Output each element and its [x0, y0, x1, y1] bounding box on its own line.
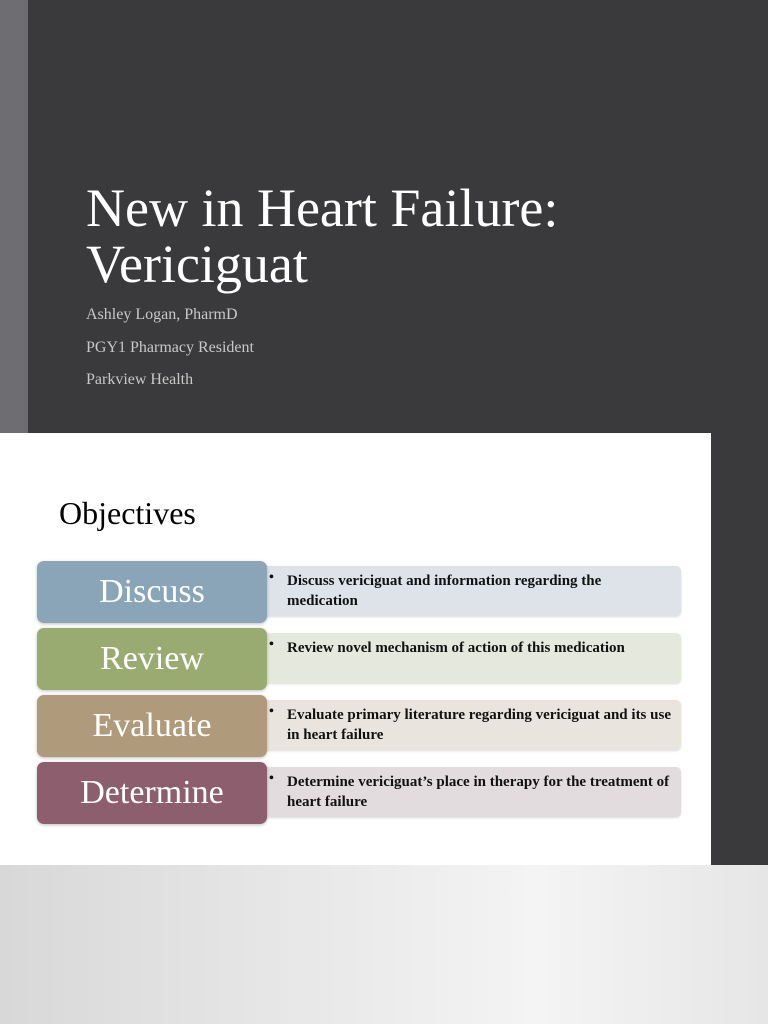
objective-description: Determine vericiguat’s place in therapy for the treatment of heart failure [287, 774, 670, 810]
title-slide [0, 0, 768, 433]
objective-label-box: Evaluate [37, 695, 267, 757]
bullet: • [269, 570, 274, 585]
objective-description: Evaluate primary literature regarding vericiguat and its use in heart failure [287, 707, 671, 743]
objective-row-review [37, 628, 683, 690]
objective-description-box [259, 566, 681, 616]
title-line-1: New in Heart Failure: [86, 178, 559, 238]
objective-label-box: Review [37, 628, 267, 690]
presenter-name: Ashley Logan, PharmD [86, 306, 238, 323]
presenter-role: PGY1 Pharmacy Resident [86, 339, 254, 356]
objectives-slide [0, 433, 711, 865]
bullet: • [269, 704, 274, 719]
objective-row-evaluate [37, 695, 683, 757]
objective-description: Review novel mechanism of action of this medication [287, 640, 625, 656]
bullet: • [269, 637, 274, 652]
objective-row-determine [37, 762, 683, 824]
objective-description-box [259, 767, 681, 817]
bullet: • [269, 771, 274, 786]
objective-label-box: Discuss [37, 561, 267, 623]
slide-border-right [711, 433, 768, 865]
presenter-organization: Parkview Health [86, 371, 194, 388]
objective-description-box [259, 700, 681, 750]
objective-label-box: Determine [37, 762, 267, 824]
objective-row-discuss [37, 561, 683, 623]
accent-bar [0, 0, 28, 433]
page-background-bottom [0, 865, 768, 1024]
objectives-heading: Objectives [59, 495, 196, 531]
objective-description-box [259, 633, 681, 683]
slide-title [86, 180, 726, 292]
objective-description: Discuss vericiguat and information regarding the medication [287, 573, 602, 609]
title-line-2: Vericiguat [86, 234, 308, 294]
